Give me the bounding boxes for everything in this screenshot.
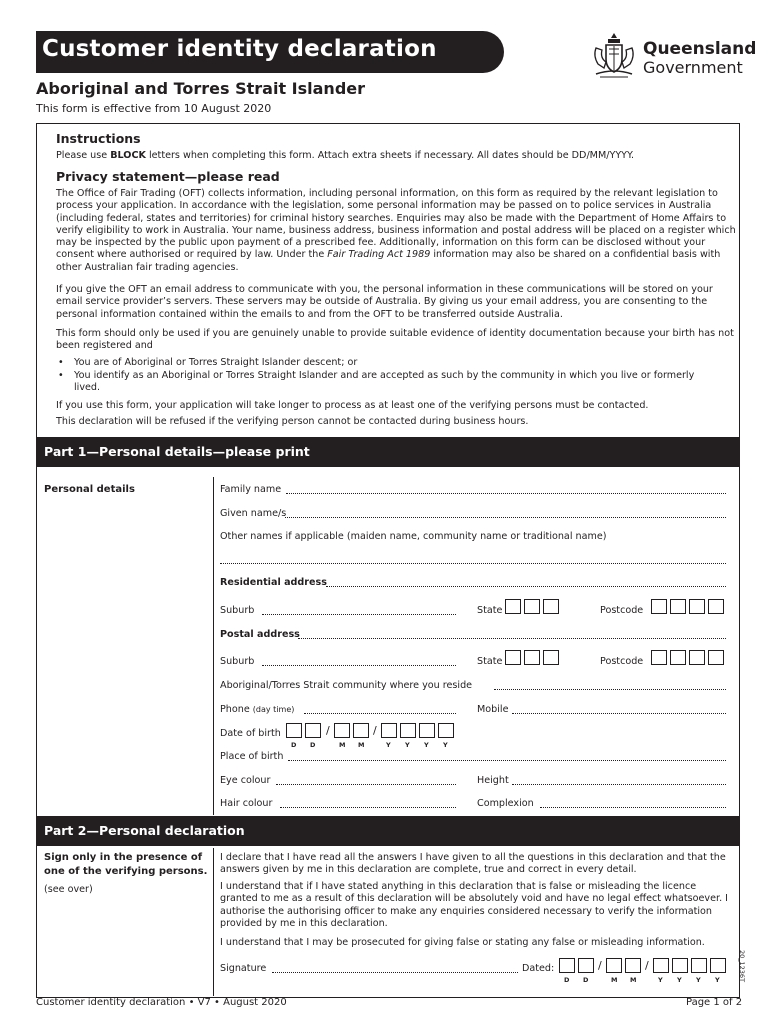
part2-header [36,816,740,846]
postal-postcode-box[interactable] [670,650,686,665]
place-of-birth-label: Place of birth [220,751,284,762]
declaration-paragraph-1: I declare that I have read all the answers I have given to all the questions in this declaration and that the answers given by me in this declaration are complete, true and correct in every detail. [220,852,726,876]
personal-details-label: Personal details [44,484,135,495]
mobile-label: Mobile [477,704,509,715]
form-title: Customer identity declaration [42,36,437,62]
date-hint: Y [677,976,682,984]
date-year-box[interactable] [710,958,726,973]
signature-label: Signature [220,963,267,974]
given-names-label: Given name/s [220,508,287,519]
dob-day-box[interactable] [305,723,321,738]
privacy-paragraph-2: If you give the OFT an email address to communicate with you, the personal information in these communications will be stored on your email service provider’s servers. These servers may be outside of Australia. By giving us your email address, you are consenting to the personal information contained within the emails to and from the OFT to be transferred outside Australia. [56,284,713,320]
bullet-dot-icon: • [58,370,64,381]
dated-label: Dated: [522,963,555,974]
dob-hint: M [358,741,365,749]
place-of-birth-field[interactable] [288,760,726,761]
residential-state-box[interactable] [543,599,559,614]
part2-heading: Part 2—Personal declaration [44,823,245,838]
footer-left: Customer identity declaration • V7 • August 2020 [36,997,287,1008]
phone-field[interactable] [304,713,456,714]
dob-hint: Y [424,741,429,749]
complexion-label: Complexion [477,798,534,809]
bullet-dot-icon: • [58,357,64,368]
residential-state-label: State [477,605,503,616]
privacy-bullet-2: You identify as an Aboriginal or Torres Straight Islander and are accepted as such by the community in which you live or formerly lived. [74,370,695,394]
postal-suburb-label: Suburb [220,656,255,667]
date-hint: Y [696,976,701,984]
residential-address-field[interactable] [326,586,726,587]
sign-instruction-line2: one of the verifying persons. [44,866,208,877]
postal-suburb-field[interactable] [262,665,456,666]
date-separator: / [598,959,602,972]
hair-colour-field[interactable] [280,807,456,808]
dob-separator: / [373,724,377,737]
postal-postcode-box[interactable] [651,650,667,665]
dob-hint: Y [386,741,391,749]
part1-divider [213,477,214,815]
date-hint: Y [715,976,720,984]
residential-postcode-box[interactable] [651,599,667,614]
date-hint: Y [658,976,663,984]
date-hint: D [564,976,570,984]
phone-label: Phone (day time) [220,704,295,715]
logo-government: Government [643,58,743,77]
privacy-bullet-1: You are of Aboriginal or Torres Straight Islander descent; or [74,357,358,368]
residential-state-box[interactable] [524,599,540,614]
form-subtitle: Aboriginal and Torres Strait Islander [36,79,366,98]
date-hint: M [611,976,618,984]
postal-state-box[interactable] [524,650,540,665]
dob-year-box[interactable] [400,723,416,738]
instructions-text: Please use BLOCK letters when completing this form. Attach extra sheets if necessary. All dates should be DD/MM/YYYY. [56,150,635,161]
privacy-paragraph-5: This declaration will be refused if the verifying person cannot be contacted during business hours. [56,416,529,427]
postal-address-label: Postal address [220,629,300,640]
community-label: Aboriginal/Torres Strait community where you reside [220,680,473,691]
declaration-paragraph-3: I understand that I may be prosecuted for giving false or stating any false or misleading information. [220,937,705,948]
date-hint: M [630,976,637,984]
family-name-field[interactable] [286,493,726,494]
residential-postcode-box[interactable] [708,599,724,614]
postal-state-box[interactable] [543,650,559,665]
dob-hint: Y [405,741,410,749]
privacy-heading: Privacy statement—please read [56,169,280,184]
dob-separator: / [326,724,330,737]
residential-address-label: Residential address [220,577,327,588]
effective-date: This form is effective from 10 August 2020 [36,102,272,115]
date-day-box[interactable] [559,958,575,973]
hair-colour-label: Hair colour [220,798,273,809]
residential-suburb-label: Suburb [220,605,255,616]
queensland-coat-of-arms-icon [590,30,638,80]
part2-divider [213,848,214,996]
postal-address-field[interactable] [298,638,726,639]
family-name-label: Family name [220,484,282,495]
complexion-field[interactable] [540,807,726,808]
dob-hint: D [310,741,316,749]
instructions-heading: Instructions [56,131,141,146]
dob-hint: Y [443,741,448,749]
dob-year-box[interactable] [438,723,454,738]
postal-postcode-box[interactable] [708,650,724,665]
date-separator: / [645,959,649,972]
form-code: 20_1236T [738,950,746,983]
signature-field[interactable] [272,972,518,973]
dob-label: Date of birth [220,728,281,739]
declaration-paragraph-2: I understand that if I have stated anything in this declaration that is false or misleading the licence granted to me as a result of this declaration will be absolutely void and have no legal effect whatsoever. I authorise the authorising officer to make any enquiries considered necessary to verify the information provided by me in this declaration. [220,881,729,929]
other-names-field[interactable] [220,563,726,564]
part1-header [36,437,740,467]
residential-postcode-label: Postcode [600,605,644,616]
dob-month-box[interactable] [353,723,369,738]
community-field[interactable] [494,689,726,690]
dob-hint: M [339,741,346,749]
dob-year-box[interactable] [381,723,397,738]
sign-instruction-line1: Sign only in the presence of [44,852,203,863]
residential-postcode-box[interactable] [689,599,705,614]
date-year-box[interactable] [691,958,707,973]
page-number: Page 1 of 2 [686,997,743,1008]
height-label: Height [477,775,509,786]
residential-state-box[interactable] [505,599,521,614]
date-year-box[interactable] [653,958,669,973]
privacy-paragraph-1: The Office of Fair Trading (OFT) collects information, including personal information, on this form as required by the relevant legislation to process your application. In accordance with the legislation, some personal information may be passed on to police services in Australia (including federal, states and territories) for criminal history searches. Enquiries may also be made with the Department of Home Affairs to verify eligibility to work in Australia. Your name, business address, business information and postal address will be placed on a register which may be inspected by the public upon payment of a prescribed fee. Additionally, information on this form can be disclosed without your consent where authorised or required by law. Under the Fair Trading Act 1989 information may also be shared on a confidential basis with other Australian fair trading agencies. [56,188,736,273]
residential-suburb-field[interactable] [262,614,456,615]
postal-postcode-label: Postcode [600,656,644,667]
title-bar [36,31,504,73]
date-hint: D [583,976,589,984]
dob-year-box[interactable] [419,723,435,738]
dob-month-box[interactable] [334,723,350,738]
mobile-field[interactable] [512,713,726,714]
eye-colour-label: Eye colour [220,775,271,786]
dob-hint: D [291,741,297,749]
eye-colour-field[interactable] [276,784,456,785]
dob-day-box[interactable] [286,723,302,738]
date-month-box[interactable] [606,958,622,973]
given-names-field[interactable] [285,517,726,518]
height-field[interactable] [512,784,726,785]
date-month-box[interactable] [625,958,641,973]
postal-state-label: State [477,656,503,667]
privacy-paragraph-3: This form should only be used if you are genuinely unable to provide suitable evidence of identity documentation because your birth has not been registered and [56,328,734,352]
date-year-box[interactable] [672,958,688,973]
see-over-note: (see over) [44,884,93,895]
other-names-label: Other names if applicable (maiden name, community name or traditional name) [220,531,607,542]
date-day-box[interactable] [578,958,594,973]
queensland-government-logo [590,30,757,80]
postal-state-box[interactable] [505,650,521,665]
residential-postcode-box[interactable] [670,599,686,614]
privacy-paragraph-4: If you use this form, your application will take longer to process as at least one of the verifying persons must be contacted. [56,400,649,411]
logo-queensland: Queensland [643,39,757,59]
part1-heading: Part 1—Personal details—please print [44,444,310,459]
postal-postcode-box[interactable] [689,650,705,665]
